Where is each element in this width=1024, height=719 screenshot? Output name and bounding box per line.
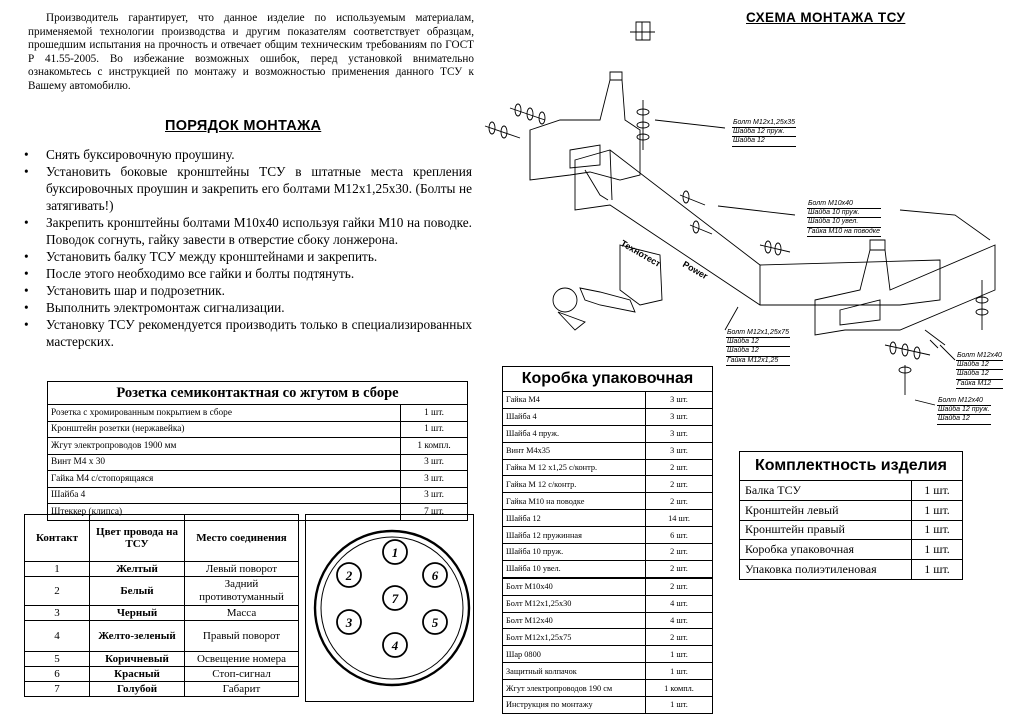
packing-box-title: Коробка упаковочная <box>503 367 713 392</box>
item-name: Кронштейн розетки (нержавейка) <box>48 421 401 438</box>
pin-label: 6 <box>431 568 439 583</box>
pin-cell: 2 <box>25 577 90 606</box>
item-name: Гайка М10 на поводке <box>503 493 646 510</box>
item-name: Жгут электропроводов 1900 мм <box>48 438 401 455</box>
item-name: Шайба 4 пруж. <box>503 425 646 442</box>
table-row <box>503 680 713 697</box>
table-row <box>48 438 468 455</box>
table-row <box>25 606 299 621</box>
item-qty: 1 компл. <box>401 438 468 455</box>
item-name: Шайба 4 <box>503 408 646 425</box>
item-qty: 2 шт. <box>646 578 713 595</box>
item-name: Болт М12х1,25х75 <box>503 629 646 646</box>
table-row <box>25 562 299 577</box>
color-cell: Черный <box>90 606 185 621</box>
table-row <box>503 578 713 595</box>
item-name: Кронштейн правый <box>740 520 912 540</box>
table-row <box>48 405 468 422</box>
item-name: Винт М4х35 <box>503 442 646 459</box>
table-row <box>503 510 713 527</box>
item-qty: 1 шт. <box>646 646 713 663</box>
table-row <box>503 544 713 561</box>
pin-cell: 3 <box>25 606 90 621</box>
pin-cell: 4 <box>25 621 90 652</box>
item-name: Гайка М4 <box>503 392 646 409</box>
table-row <box>503 629 713 646</box>
table-row <box>503 442 713 459</box>
callout-line: Болт М12х1,25х75 <box>726 329 790 338</box>
tow-ball <box>553 288 577 312</box>
callout-line: Болт М10х40 <box>807 200 881 209</box>
item-qty: 3 шт. <box>401 454 468 471</box>
scheme-title: СХЕМА МОНТАЖА ТСУ <box>746 10 906 25</box>
place-cell: Стоп-сигнал <box>185 667 299 682</box>
item-qty: 2 шт. <box>646 560 713 577</box>
list-item: • Закрепить кронштейны болтами М10х40 используя гайки М10 на поводке. Поводок согнуть, гайку завести в отверстие сбоку лонжерона. <box>20 214 472 248</box>
callout-line: Болт М12х40 <box>937 397 991 406</box>
color-cell: Коричневый <box>90 652 185 667</box>
place-cell: Масса <box>185 606 299 621</box>
item-qty: 2 шт. <box>646 493 713 510</box>
item-name: Шайба 10 пруж. <box>503 544 646 561</box>
callout-line: Шайба 12 <box>726 338 790 347</box>
item-qty: 1 шт. <box>912 500 963 520</box>
callout-e <box>937 397 991 425</box>
place-cell: Правый поворот <box>185 621 299 652</box>
item-name: Шар 0800 <box>503 646 646 663</box>
pin-label: 1 <box>391 545 399 560</box>
table-row <box>503 560 713 577</box>
item-qty: 2 шт. <box>646 544 713 561</box>
callout-line: Шайба 12 <box>732 137 796 146</box>
item-name: Шайба 4 <box>48 487 401 504</box>
table-row <box>25 621 299 652</box>
table-row <box>48 454 468 471</box>
table-row <box>503 425 713 442</box>
item-qty: 1 шт. <box>646 663 713 680</box>
item-qty: 4 шт. <box>646 595 713 612</box>
place-cell: Габарит <box>185 682 299 697</box>
col-header: Контакт <box>25 515 90 562</box>
col-header: Цвет провода на ТСУ <box>90 515 185 562</box>
item-qty: 14 шт. <box>646 510 713 527</box>
place-cell: Освещение номера <box>185 652 299 667</box>
item-name: Болт М12х40 <box>503 612 646 629</box>
callout-c <box>726 329 790 366</box>
item-qty: 2 шт. <box>646 629 713 646</box>
item-qty: 6 шт. <box>646 527 713 544</box>
color-cell: Белый <box>90 577 185 606</box>
item-name: Болт М12х1,25х30 <box>503 595 646 612</box>
right-bracket <box>815 245 995 335</box>
callout-line: Шайба 10 пруж. <box>807 209 881 218</box>
table-row <box>48 487 468 504</box>
item-name: Гайка М 12 с/контр. <box>503 476 646 493</box>
item-qty: 1 компл. <box>646 680 713 697</box>
pin-label: 5 <box>431 615 439 630</box>
callout-line: Шайба 12 <box>726 347 790 356</box>
table-row <box>503 595 713 612</box>
place-cell: Задний противотуманный <box>185 577 299 606</box>
intro-paragraph: Производитель гарантирует, что данное изделие по используемым материалам, применяемой технологии производства и другим показателям соответствует образцам, прошедшим испытания на прочность и отвечает общим техническим требованиям по ГОСТ Р 41.55-2005. Во избежание возможных ошибок, перед установкой внимательно ознакомьтесь с инструкцией по монтажу и возможностью применения данного ТСУ к Вашему автомобилю. <box>28 12 474 92</box>
callout-line: Шайба 12 пруж. <box>937 406 991 415</box>
table-row <box>740 481 963 501</box>
item-qty: 1 шт. <box>912 560 963 580</box>
color-cell: Желто-зеленый <box>90 621 185 652</box>
callout-line: Гайка М10 на поводке <box>807 228 881 237</box>
table-row <box>503 697 713 714</box>
color-cell: Голубой <box>90 682 185 697</box>
item-qty: 3 шт. <box>401 487 468 504</box>
wiring-table <box>24 514 299 697</box>
callout-line: Шайба 12 <box>937 415 991 424</box>
item-qty: 1 шт. <box>401 421 468 438</box>
item-qty: 1 шт. <box>912 481 963 501</box>
pin-cell: 6 <box>25 667 90 682</box>
socket-kit-table <box>47 381 468 521</box>
bolt <box>485 126 520 138</box>
item-name: Упаковка полиэтиленовая <box>740 560 912 580</box>
callout-line: Гайка М12х1,25 <box>726 357 790 366</box>
item-qty: 3 шт. <box>646 392 713 409</box>
table-row <box>48 471 468 488</box>
item-name: Шайба 10 увел. <box>503 560 646 577</box>
table-row <box>25 577 299 606</box>
table-row <box>740 540 963 560</box>
item-qty: 1 шт. <box>401 405 468 422</box>
callout-line: Шайба 12 <box>956 370 1003 379</box>
list-item: • Выполнить электромонтаж сигнализации. <box>20 299 472 316</box>
packing-box-table <box>502 366 713 714</box>
col-header: Место соединения <box>185 515 299 562</box>
item-qty: 4 шт. <box>646 612 713 629</box>
table-row <box>503 612 713 629</box>
socket-kit-title: Розетка семиконтактная со жгутом в сборе <box>48 382 468 405</box>
table-row <box>503 663 713 680</box>
item-qty: 3 шт. <box>401 471 468 488</box>
table-row <box>503 493 713 510</box>
pin-cell: 7 <box>25 682 90 697</box>
item-name: Шайба 12 пружинная <box>503 527 646 544</box>
list-item: • Установить шар и подрозетник. <box>20 282 472 299</box>
callout-line: Шайба 10 увел. <box>807 218 881 227</box>
callout-line: Болт М12х40 <box>956 352 1003 361</box>
pin-cell: 5 <box>25 652 90 667</box>
socket-pin-diagram <box>305 514 474 702</box>
table-row <box>503 408 713 425</box>
beam-label-2: Power <box>681 259 710 282</box>
table-row <box>25 652 299 667</box>
item-qty: 1 шт. <box>912 520 963 540</box>
item-name: Коробка упаковочная <box>740 540 912 560</box>
completeness-table <box>739 451 963 580</box>
list-item: • Установить боковые кронштейны ТСУ в штатные места крепления буксировочных проушин и закрепить его болтами М12х1,25х30. (Болты не затягивать!) <box>20 163 472 214</box>
item-name: Штеккер (клипса) <box>48 504 401 521</box>
callout-line: Шайба 12 <box>956 361 1003 370</box>
item-name: Гайка М 12 х1,25 с/контр. <box>503 459 646 476</box>
order-title: ПОРЯДОК МОНТАЖА <box>165 118 322 134</box>
item-name: Болт М10х40 <box>503 578 646 595</box>
table-row <box>740 560 963 580</box>
place-cell: Левый поворот <box>185 562 299 577</box>
item-name: Шайба 12 <box>503 510 646 527</box>
item-qty: 3 шт. <box>646 442 713 459</box>
item-qty: 2 шт. <box>646 476 713 493</box>
list-item: • Установить балку ТСУ между кронштейнами и закрепить. <box>20 248 472 265</box>
left-bracket <box>530 80 640 180</box>
list-item: • Установку ТСУ рекомендуется производить только в специализированных мастерских. <box>20 316 472 350</box>
callout-line: Болт М12х1,25х35 <box>732 119 796 128</box>
item-name: Розетка с хромированным покрытием в сборе <box>48 405 401 422</box>
item-qty: 3 шт. <box>646 425 713 442</box>
callout-line: Гайка М12 <box>956 380 1003 389</box>
item-name: Кронштейн левый <box>740 500 912 520</box>
table-row <box>503 459 713 476</box>
table-row <box>740 520 963 540</box>
item-qty: 7 шт. <box>401 504 468 521</box>
bolt <box>630 22 655 40</box>
pin-label: 4 <box>391 638 399 653</box>
item-name: Гайка М4 с/стопорящаяся <box>48 471 401 488</box>
item-qty: 3 шт. <box>646 408 713 425</box>
callout-b <box>807 200 881 237</box>
table-row <box>503 527 713 544</box>
table-row <box>503 392 713 409</box>
table-row <box>503 476 713 493</box>
list-item: • Снять буксировочную проушину. <box>20 146 472 163</box>
item-qty: 1 шт. <box>646 697 713 714</box>
pin-label: 3 <box>345 615 353 630</box>
item-name: Жгут электропроводов 190 см <box>503 680 646 697</box>
color-cell: Красный <box>90 667 185 682</box>
callout-d <box>956 352 1003 389</box>
item-name: Балка ТСУ <box>740 481 912 501</box>
steps-list <box>20 146 472 350</box>
table-row <box>740 500 963 520</box>
table-row <box>25 667 299 682</box>
color-cell: Желтый <box>90 562 185 577</box>
pin-label: 2 <box>345 568 353 583</box>
callout-a <box>732 119 796 147</box>
completeness-title: Комплектность изделия <box>740 452 963 481</box>
item-qty: 2 шт. <box>646 459 713 476</box>
item-qty: 1 шт. <box>912 540 963 560</box>
beam-label-1: Технотест <box>619 238 663 269</box>
list-item: • После этого необходимо все гайки и болты подтянуть. <box>20 265 472 282</box>
callout-line: Шайба 12 пруж. <box>732 128 796 137</box>
pin-label: 7 <box>391 591 399 606</box>
item-name: Винт М4 х 30 <box>48 454 401 471</box>
tow-beam <box>575 150 940 305</box>
item-name: Защитный колпачок <box>503 663 646 680</box>
item-name: Инструкция по монтажу <box>503 697 646 714</box>
table-row <box>25 682 299 697</box>
table-row <box>48 421 468 438</box>
bolt <box>680 195 790 252</box>
table-row <box>503 646 713 663</box>
pin-cell: 1 <box>25 562 90 577</box>
